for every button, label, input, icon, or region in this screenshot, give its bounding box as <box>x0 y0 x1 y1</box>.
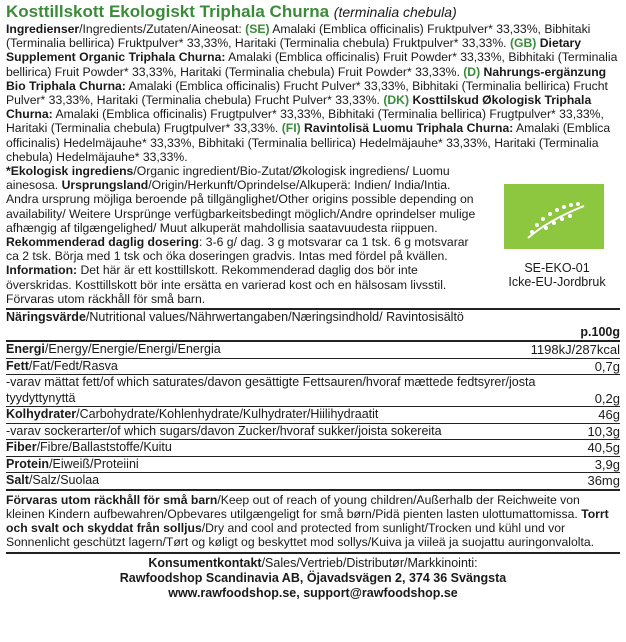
product-name: Kosttillskott Ekologiskt Triphala Churna <box>6 2 330 21</box>
nutrient-value: 10,3g <box>587 423 620 439</box>
origin-label: Ursprungsland <box>61 178 149 193</box>
nutrient-value: 0,7g <box>594 358 620 374</box>
ingredients-label: Ingredienser <box>6 22 80 36</box>
lang-code-gb: (GB) <box>509 36 537 51</box>
storage-children-text: /Keep out of reach of young children/Außerhalb der Reichweite von kleinen Kindern aufbewahren/Opbevares utilgængeligt for små børn/Pidä pienten lasten ulottumattomissa. <box>6 492 580 521</box>
organic-label: *Ekologisk ingrediens <box>6 164 134 179</box>
nutrient-translations: /Salz/Suolaa <box>28 473 100 488</box>
company-web-email: www.rawfoodshop.se, support@rawfoodshop.se <box>168 586 458 601</box>
nutrition-row-sugars <box>6 424 620 441</box>
nutrient-value: 40,5g <box>587 440 620 456</box>
nutrition-heading-bold: Näringsvärde <box>6 310 86 325</box>
contact-label: Konsumentkontakt <box>148 556 262 571</box>
nutrition-row-protein <box>6 457 620 474</box>
nutrient-value: 1198kJ/287kcal <box>530 342 620 358</box>
information-label: Information: <box>6 263 78 278</box>
company-name: Rawfoodshop Scandinavia AB <box>119 571 300 586</box>
nutrient-name: Protein <box>6 456 50 471</box>
ingredients-label-translations: /Ingredients/Zutaten/Aineosat: <box>79 22 242 36</box>
ingredients-dk: Amalaki (Emblica officinalis) Frugtpulver* 33,33%, Bibhitaki (Terminalia bellirica) Frugtpulver* 33,33%, Haritaki (Terminalia chebula) Frugtpulver* 33,33%. <box>6 107 604 136</box>
nutrient-value: 3,9g <box>594 456 620 472</box>
details-section <box>6 164 620 306</box>
ingredients-d: Amalaki (Emblica officinalis) Frucht Pulver* 33,33%, Bibhitaki (Terminalia bellirica) Frucht Pulver* 33,33%, Haritaki (Terminalia chebula) Frucht Pulver* 33,33%. <box>6 78 608 108</box>
eu-organic-code: SE-EKO-01 <box>524 261 590 276</box>
nutrition-row-carbohydrate <box>6 407 620 424</box>
ingredients-gb: Amalaki (Emblica officinalis) Fruit Powder* 33,33%, Bibhitaki (Terminalia bellirica) Fruit Powder* 33,33%, Haritaki (Terminalia chebula) Fruit Powder* 33,33%. <box>6 50 618 79</box>
nutrient-name: Kolhydrater <box>6 407 77 422</box>
product-name-gb: Dietary Supplement Organic Triphala Churna: <box>6 36 582 65</box>
dosage-label: Rekommenderad daglig dosering <box>6 235 200 250</box>
nutrient-translations: /Fibre/Ballaststoffe/Kuitu <box>36 440 172 455</box>
storage-conditions-label: Torrt och svalt och skyddat från solljus <box>6 506 609 535</box>
nutrient-value: 0,2g <box>594 390 620 406</box>
nutrient-value: 36mg <box>587 473 620 489</box>
nutrition-heading <box>6 310 620 325</box>
nutrition-row-energy <box>6 342 620 359</box>
contact-label-translations: /Sales/Vertrieb/Distributør/Markkinointi: <box>261 556 478 571</box>
storage-conditions-text: /Dry and cool and protected from sunlight/Trocken und kühl und vor Sonnenlicht geschützt lagern/Tørt og køligt og beskyttet mod sollys/Kuiva ja viileä ja suojattu auringonvalolta. <box>6 520 595 550</box>
nutrient-name: Fiber <box>6 440 37 455</box>
latin-name: (terminalia chebula) <box>333 4 457 20</box>
nutrient-value: 46g <box>598 407 620 423</box>
nutrition-table <box>6 310 620 491</box>
nutrient-name: Salt <box>6 473 29 488</box>
nutrient-translations: -varav mättat fett/of which saturates/davon gesättigte Fettsauren/hvoraf mættede fedtsyrer/josta tyydyttynyttä <box>6 375 536 405</box>
nutrient-translations: /Carbohydrate/Kohlenhydrate/Kulhydrater/Hiilihydraatit <box>76 407 379 422</box>
eu-organic-box <box>492 164 622 289</box>
product-title <box>6 2 620 22</box>
nutrient-translations: -varav sockerarter/of which sugars/davon Zucker/hvoraf sukker/joista sokereita <box>6 423 442 438</box>
ingredients-block <box>6 22 620 164</box>
nutrition-row-fibre <box>6 440 620 457</box>
product-name-fi: Ravintolisä Luomu Triphala Churna: <box>304 121 514 136</box>
lang-code-se: (SE) <box>245 22 270 36</box>
ingredients-se: Amalaki (Emblica officinalis) Fruktpulver* 33,33%, Bibhitaki (Terminalia bellirica) Fruktpulver* 33,33%, Haritaki (Terminalia chebula) Fruktpulver* 33,33%. <box>6 22 591 51</box>
nutrient-name: Fett <box>6 358 29 373</box>
eu-organic-leaf-icon <box>504 184 604 249</box>
nutrition-row-salt <box>6 473 620 491</box>
nutrition-heading-translations: /Nutritional values/Nährwertangaben/Næringsindhold/ Ravintosisältö <box>85 310 464 325</box>
information-text: Det här är ett kosttillskott. Rekommenderad daglig dos bör inte överskridas. Kosttillskott bör inte ersätta en varierad kost och en hälsosam livsstil. Förvaras utom räckhåll för små barn. <box>6 263 447 306</box>
nutrition-row-fat <box>6 359 620 376</box>
product-name-d: Nahrungs-ergänzung Bio Triphala Churna: <box>6 64 607 93</box>
consumer-contact <box>6 552 620 601</box>
organic-translations: /Organic ingredient/Bio-Zutat/Økologisk ingrediens/ Luomu ainesosa. <box>6 164 450 193</box>
lang-code-d: (D) <box>463 64 481 79</box>
dosage-text: : 3-6 g/ dag. 3 g motsvarar ca 1 tsk. 6 g motsvarar ca 2 tsk. Börja med 1 tsk och öka doseringen gradvis. Intas med fördel på kvällen. <box>6 235 469 264</box>
lang-code-dk: (DK) <box>383 93 410 108</box>
per-100g-label: p.100g <box>6 325 620 342</box>
nutrient-translations: /Eiweiß/Proteiini <box>49 456 139 471</box>
nutrient-translations: /Fat/Fedt/Rasva <box>28 358 118 373</box>
eu-agriculture-category: Icke-EU-Jordbruk <box>508 275 606 290</box>
storage-instructions <box>6 493 620 550</box>
ingredients-fi: Amalaki (Emblica officinalis) Hedelmäjauhe* 33,33%, Bibhitaki (Terminalia bellirica) Hedelmäjauhe* 33,33%, Haritaki (Terminalia chebula) Hedelmäjauhe* 33,33%. <box>6 121 611 164</box>
product-name-dk: Kosttilskud Økologisk Triphala Churna: <box>6 93 592 122</box>
details-text <box>6 164 482 306</box>
lang-code-fi: (FI) <box>281 121 301 136</box>
nutrition-row-saturates <box>6 375 620 407</box>
storage-children-label: Förvaras utom räckhåll för små barn <box>6 492 218 507</box>
nutrient-translations: /Energy/Energie/Energi/Energia <box>44 342 221 357</box>
company-address: , Öjavadsvägen 2, 374 36 Svängsta <box>299 571 507 586</box>
origin-text: /Origin/Herkunft/Oprindelse/Alkuperä: Indien/ India/Intia. Andra ursprung möjliga beroende på tillgänglighet/Other origins possible depending on availability/ Weitere Ursprünge verfügbarkeitsbedingt möglich/Andre oprindelser mulige afhængig af tilgængelighed/ Muut alkuperät mahdollisia saatavuudesta riippuen. <box>6 178 476 235</box>
nutrient-name: Energi <box>6 342 45 357</box>
